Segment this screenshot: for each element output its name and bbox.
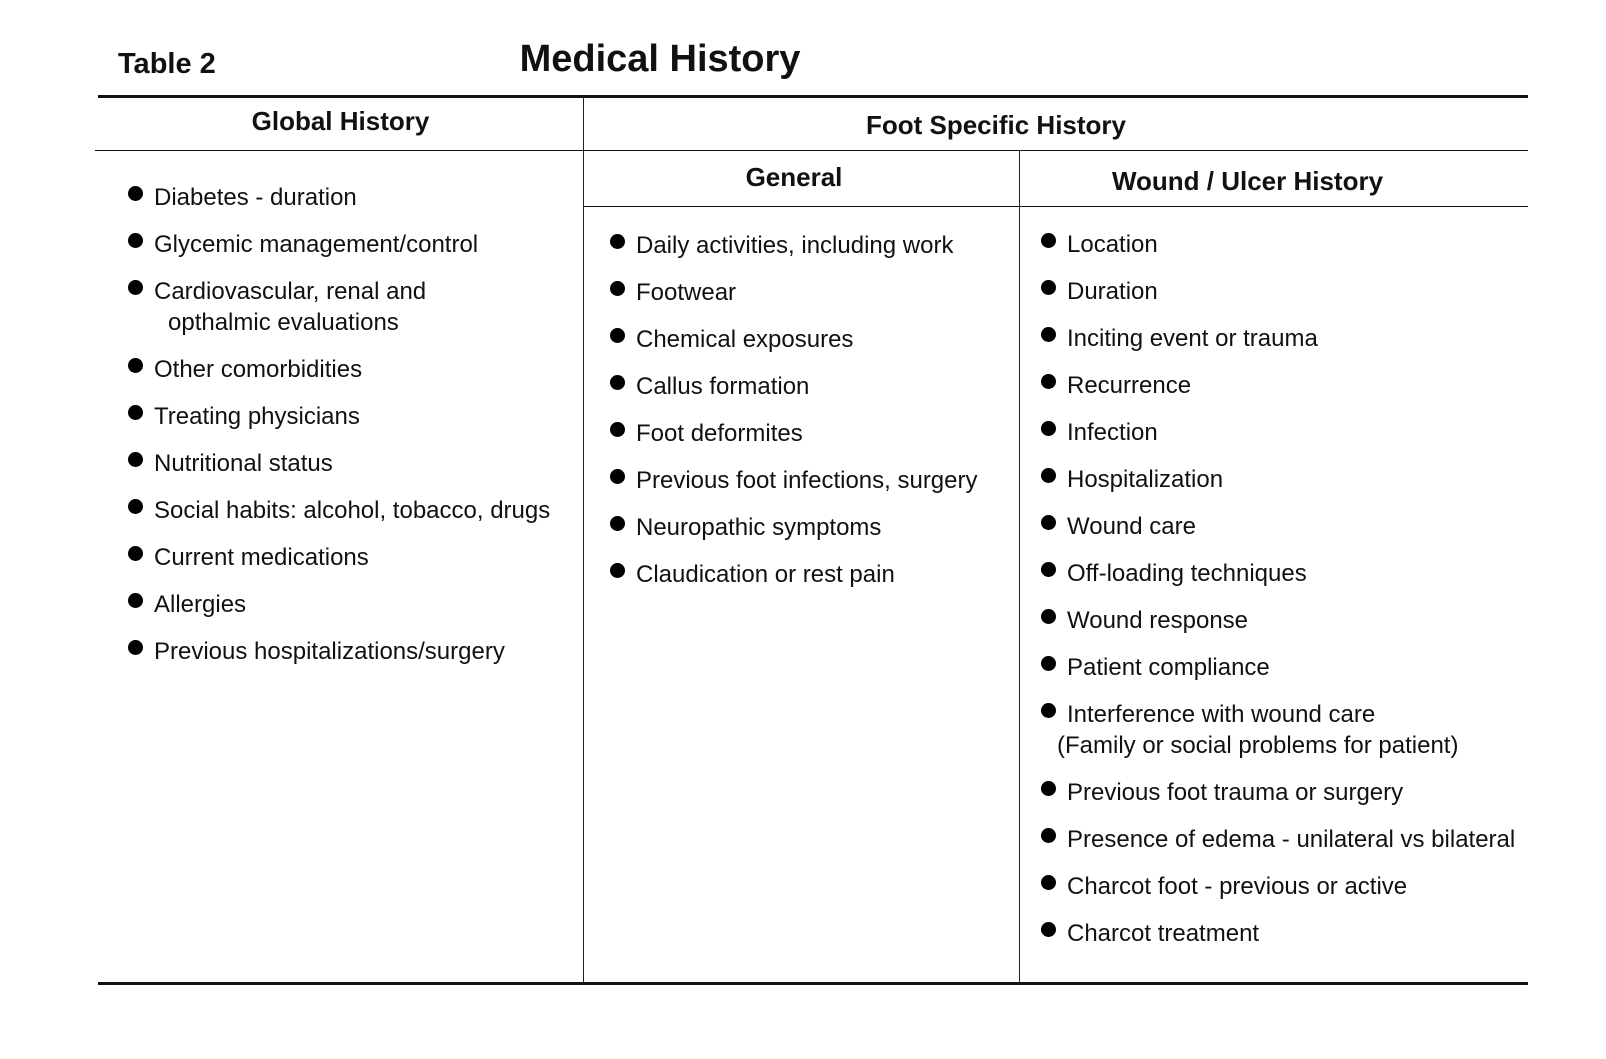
list-item: Nutritional status — [128, 448, 578, 479]
list-item: Previous foot trauma or surgery — [1041, 777, 1561, 808]
list-item: Location — [1041, 229, 1561, 260]
header-rule — [95, 150, 1528, 151]
list-item: Glycemic management/control — [128, 229, 578, 260]
list-item: Charcot foot - previous or active — [1041, 871, 1561, 902]
list-item: Footwear — [610, 277, 1015, 308]
list-item: Diabetes - duration — [128, 182, 578, 213]
list-item: Wound response — [1041, 605, 1561, 636]
list-item: Duration — [1041, 276, 1561, 307]
global-history-heading: Global History — [251, 106, 430, 136]
table-label: Table 2 — [118, 48, 216, 80]
list-item: Social habits: alcohol, tobacco, drugs — [128, 495, 578, 526]
list-item-continuation: opthalmic evaluations — [168, 309, 399, 336]
list-item: Allergies — [128, 589, 578, 620]
list-item: Recurrence — [1041, 370, 1561, 401]
subheader-rule — [584, 206, 1528, 207]
list-item: Hospitalization — [1041, 464, 1561, 495]
list-item: Interference with wound care (Family or social problems for patient) — [1041, 699, 1561, 761]
list-item: Previous hospitalizations/surgery — [128, 636, 578, 667]
general-list — [610, 230, 1015, 606]
list-item: Previous foot infections, surgery — [610, 465, 1015, 496]
list-item-continuation: (Family or social problems for patient) — [1057, 732, 1459, 759]
list-item: Callus formation — [610, 371, 1015, 402]
global-history-list — [128, 182, 578, 683]
list-item: Inciting event or trauma — [1041, 323, 1561, 354]
column-divider-general — [1019, 150, 1020, 982]
list-item: Cardiovascular, renal and opthalmic evaluations — [128, 276, 578, 338]
list-item: Charcot treatment — [1041, 918, 1561, 949]
list-item: Current medications — [128, 542, 578, 573]
list-item: Other comorbidities — [128, 354, 578, 385]
list-item: Treating physicians — [128, 401, 578, 432]
list-item: Presence of edema - unilateral vs bilateral — [1041, 824, 1561, 855]
list-item: Off-loading techniques — [1041, 558, 1561, 589]
general-heading: General — [745, 162, 843, 192]
list-item: Claudication or rest pain — [610, 559, 1015, 590]
list-item: Neuropathic symptoms — [610, 512, 1015, 543]
list-item: Foot deformites — [610, 418, 1015, 449]
wound-ulcer-history-list — [1041, 229, 1561, 965]
list-item: Wound care — [1041, 511, 1561, 542]
wound-ulcer-history-heading: Wound / Ulcer History — [1111, 166, 1384, 196]
list-item: Patient compliance — [1041, 652, 1561, 683]
bottom-rule — [98, 982, 1528, 985]
list-item: Daily activities, including work — [610, 230, 1015, 261]
column-divider-global — [583, 96, 584, 982]
top-rule — [98, 95, 1528, 98]
table-title: Medical History — [519, 38, 801, 80]
list-item: Infection — [1041, 417, 1561, 448]
foot-specific-history-heading: Foot Specific History — [865, 110, 1127, 140]
list-item: Chemical exposures — [610, 324, 1015, 355]
